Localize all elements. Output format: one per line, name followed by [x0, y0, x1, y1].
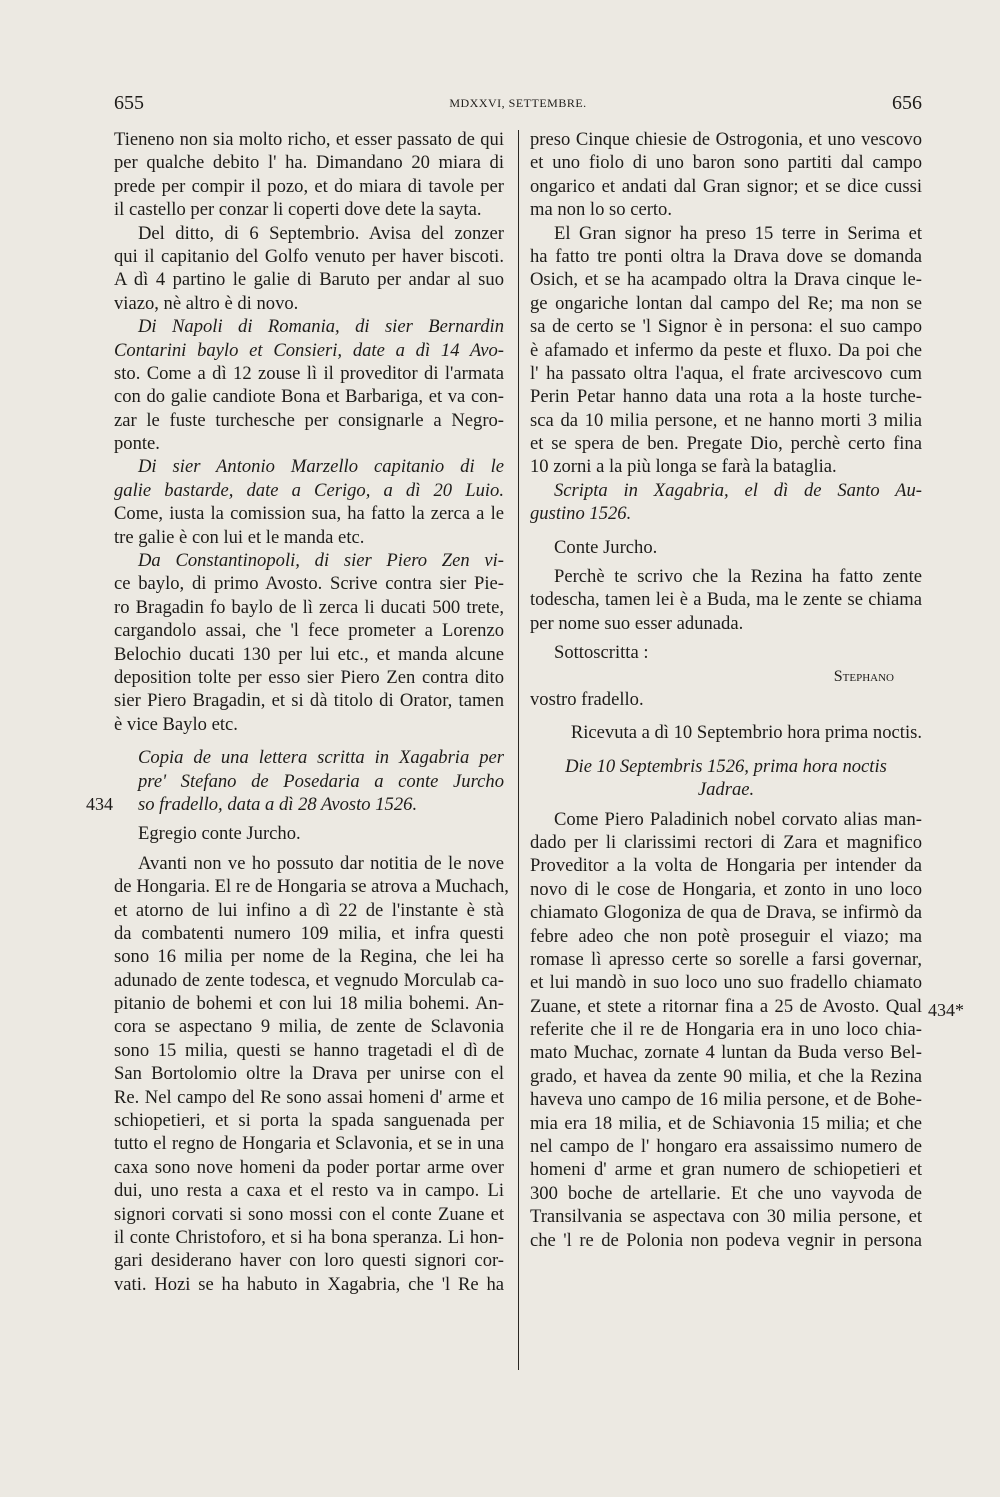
signature-line: vostro fradello. — [530, 688, 644, 710]
text-line: viazo, nè altro è di novo. — [114, 292, 299, 314]
text-line: Proveditor a la volta de Hongaria per intender da — [530, 855, 922, 877]
text-line: gari desiderano haver con loro questi signori cor- — [114, 1250, 504, 1272]
text-line: preso Cinque chiesie de Ostrogonia, et uno vescovo — [530, 129, 922, 150]
text-line: è vice Baylo etc. — [114, 713, 238, 735]
text-line: Ricevuta a dì 10 Septembrio hora prima noctis. — [570, 722, 922, 744]
text-line: per qualche debito l' ha. Dimandano 20 miara di — [114, 152, 504, 174]
text-line: Tieneno non sia molto richo, et esser passato de qui — [114, 129, 504, 150]
left-page-number: 655 — [114, 92, 144, 114]
text-line: sto. Come a dì 12 zouse lì il proveditor di l'armata — [114, 362, 504, 384]
text-line: Di Napoli di Romania, di sier Bernardin — [138, 316, 504, 338]
text-line: Avanti non ve ho possuto dar notitia de le nove — [138, 852, 504, 874]
text-line: haveva uno campo de 16 milia persone, et de Bohe- — [530, 1089, 922, 1111]
text-line: con do galie candiote Bona et Barbariga, et va con- — [114, 386, 504, 408]
text-line: referite che il re de Hongaria era in uno loco chia- — [530, 1019, 922, 1041]
text-line: caxa sono nove homeni da poder portar arme over — [114, 1156, 504, 1178]
text-line: San Bortolomio oltre la Drava per unirse con el — [114, 1063, 504, 1085]
signature-name: Stephano — [833, 667, 894, 685]
text-line: mato Muchac, zornate 4 luntan da Buda verso Bel- — [530, 1042, 922, 1064]
text-line: tutto el regno de Hongaria et Sclavonia, et se in una — [114, 1133, 504, 1155]
text-line: il conte Christoforo, et si ha bona speranza. Li hon- — [114, 1226, 504, 1248]
text-line: zar le fuste turchesche per consignarle a Negro- — [114, 409, 504, 431]
text-line: sca da 10 milia persone, et ne hanno morti 3 milia — [530, 409, 922, 431]
page-header — [114, 92, 922, 122]
text-line: ro Bragadin fo baylo de lì zerca li ducati 500 trete, — [114, 596, 504, 618]
text-line: Da Constantinopoli, di sier Piero Zen vi- — [138, 550, 504, 572]
text-line: et lui mandò in suo loco uno suo fradello chiamato — [530, 972, 922, 994]
text-line: ma non lo so certo. — [530, 199, 673, 221]
text-line: homeni d' arme et gran numero de schiopetieri et — [530, 1159, 922, 1181]
text-line: signori corvati si sono mossi con el conte Zuane et — [114, 1203, 504, 1225]
text-line: per nome suo esser adunada. — [530, 612, 744, 634]
text-line: è afamado et infermo da peste et fluxo. Da poi che — [530, 339, 922, 361]
text-line: novo di le cose de Hongaria, et zonto in uno loco — [530, 878, 922, 900]
text-line: sono 16 milia per nome de la Regina, che lei ha — [114, 946, 504, 968]
text-line: todescha, tamen lei è a Buda, ma le zente se chiama — [530, 589, 922, 611]
text-line: adunado de zente todesca, et vegnudo Morculab ca- — [114, 969, 504, 991]
text-line: 10 zorni a la più longa se farà la bataglia. — [530, 456, 837, 478]
text-line: qui il capitanio del Golfo venuto per haver biscoti. — [114, 245, 504, 267]
text-line: de Hongaria. El re de Hongaria se atrova a Muchach, — [114, 876, 509, 898]
text-line: sono 15 milia, questi se hanno tragetadi el dì de — [114, 1039, 504, 1061]
text-line: vati. Hozi se ha habuto in Xagabria, che 'l Re ha — [114, 1273, 504, 1295]
left-column — [114, 128, 509, 1296]
text-line: tre galie è con lui et le manda etc. — [114, 526, 365, 548]
text-line: Di sier Antonio Marzello capitanio di le — [138, 456, 504, 478]
text-line: l' ha passato oltra l'aqua, el frate arcivescovo cum — [530, 362, 922, 384]
text-line: cargandolo assai, che 'l fece prometer a Lorenzo — [114, 620, 504, 642]
text-line: Zuane, et stete a ritornar fina a 25 de Avosto. Qual — [530, 995, 922, 1017]
margin-note-right: 434* — [928, 1000, 964, 1020]
text-line: A dì 4 partino le galie di Baruto per andar al suo — [114, 269, 504, 291]
text-line: pitanio de bohemi et con lui 18 milia bohemi. An- — [114, 993, 504, 1015]
text-line: Come Piero Paladinich nobel corvato alias man- — [554, 808, 922, 830]
text-line: sa de certo se 'l Signor è in persona: el suo campo — [530, 316, 922, 338]
text-line: so fradello, data a dì 28 Avosto 1526. — [138, 793, 418, 815]
right-page-number: 656 — [892, 92, 922, 114]
text-line: et uno fiolo di uno baron sono partiti dal campo — [530, 152, 922, 174]
text-line: ge ongariche lontan dal campo del Re; ma non se — [530, 292, 922, 314]
right-column — [530, 128, 922, 1252]
text-line: Del ditto, di 6 Septembrio. Avisa del zonzer — [138, 222, 504, 244]
margin-note-left: 434 — [86, 794, 113, 814]
text-line: ongarico et andati dal Gran signor; et se dice cussi — [530, 175, 922, 197]
text-line: grado, et havea da zente 90 milia, et che la Rezina — [530, 1065, 922, 1087]
text-line: schiopetieri, et si porta la spada sanguenada per — [114, 1110, 504, 1132]
running-title: MDXXVI, SETTEMBRE. — [449, 96, 587, 110]
text-line: il castello per conzar li coperti dove dete la sayta. — [114, 199, 482, 221]
text-line: ce baylo, di primo Avosto. Scrive contra sier Pie- — [114, 573, 504, 595]
text-line: nel campo de l' hongaro era assaissimo numero de — [530, 1136, 922, 1158]
text-line: sier Piero Bragadin, et si dà titolo di Orator, tamen — [114, 690, 504, 712]
text-line: chiamato Glogoniza de qua de Drava, se infirmò da — [530, 902, 922, 924]
text-line: romase lì apresso certe so sorelle a farsi governar, — [530, 948, 922, 970]
text-line: Osich, et se ha acampado oltra la Drava cinque le- — [530, 269, 922, 291]
text-line: deposition tolte per esso sier Piero Zen contra dito — [114, 666, 504, 688]
text-line: da combatenti numero 109 milia, et infra questi — [114, 922, 504, 944]
text-line: Transilvania se aspectava con 30 milia persone, et — [530, 1206, 922, 1228]
text-line: Contarini baylo et Consieri, date a dì 14 Avo- — [114, 339, 504, 361]
text-line: Sottoscritta : — [554, 642, 649, 664]
text-line: galie bastarde, date a Cerigo, a dì 20 Luio. — [114, 479, 504, 501]
text-line: Conte Jurcho. — [554, 536, 658, 558]
text-line: Perchè te scrivo che la Rezina ha fatto zente — [554, 566, 922, 588]
text-line: ponte. — [114, 433, 160, 455]
text-line: dui, uno resta a caxa et el resto va in campo. Li — [114, 1180, 504, 1202]
text-line: Re. Nel campo del Re sono assai homeni d' arme et — [114, 1086, 504, 1108]
text-line: cora se aspectano 9 milia, de zente de Sclavonia — [114, 1016, 504, 1038]
text-line: febre adeo che non potè proseguir el viazo; ma — [530, 925, 922, 947]
column-divider — [518, 130, 519, 1370]
text-line: Come, iusta la comission sua, ha fatto la zerca a le — [114, 503, 504, 525]
text-line: et atorno de lui infino a dì 22 de l'instante è stà — [114, 899, 504, 921]
text-line: Copia de una lettera scritta in Xagabria per — [138, 747, 504, 769]
text-line: Belochio ducati 130 per lui etc., et manda alcune — [114, 643, 504, 665]
text-line: Scripta in Xagabria, el dì de Santo Au- — [554, 479, 922, 501]
text-line: dado per li clarissimi rectori di Zara et magnifico — [530, 831, 922, 853]
section-heading: Die 10 Septembris 1526, prima hora noctis — [565, 755, 887, 777]
text-line: prede per compir il pozo, et do miara di tavole per — [114, 175, 504, 197]
text-line: et se spera de ben. Pregate Dio, perchè certo fina — [530, 433, 922, 455]
text-line: Egregio conte Jurcho. — [138, 823, 301, 845]
text-line: 300 boche de artellarie. Et che uno vayvoda de — [530, 1182, 922, 1204]
text-line: mia era 18 milia, et de Schiavonia 15 milia; et che — [530, 1112, 922, 1134]
text-line: El Gran signor ha preso 15 terre in Serima et — [554, 222, 922, 244]
section-heading: Jadrae. — [697, 779, 755, 801]
text-line: Perin Petar hanno data una rota a la hoste turche- — [530, 386, 922, 408]
text-line: gustino 1526. — [530, 503, 632, 525]
text-line: ha fatto tre ponti oltra la Drava dove se domanda — [530, 245, 922, 267]
text-line: pre' Stefano de Posedaria a conte Jurcho — [138, 770, 504, 792]
text-line: che 'l re de Polonia non podeva vegnir in persona — [530, 1229, 922, 1251]
